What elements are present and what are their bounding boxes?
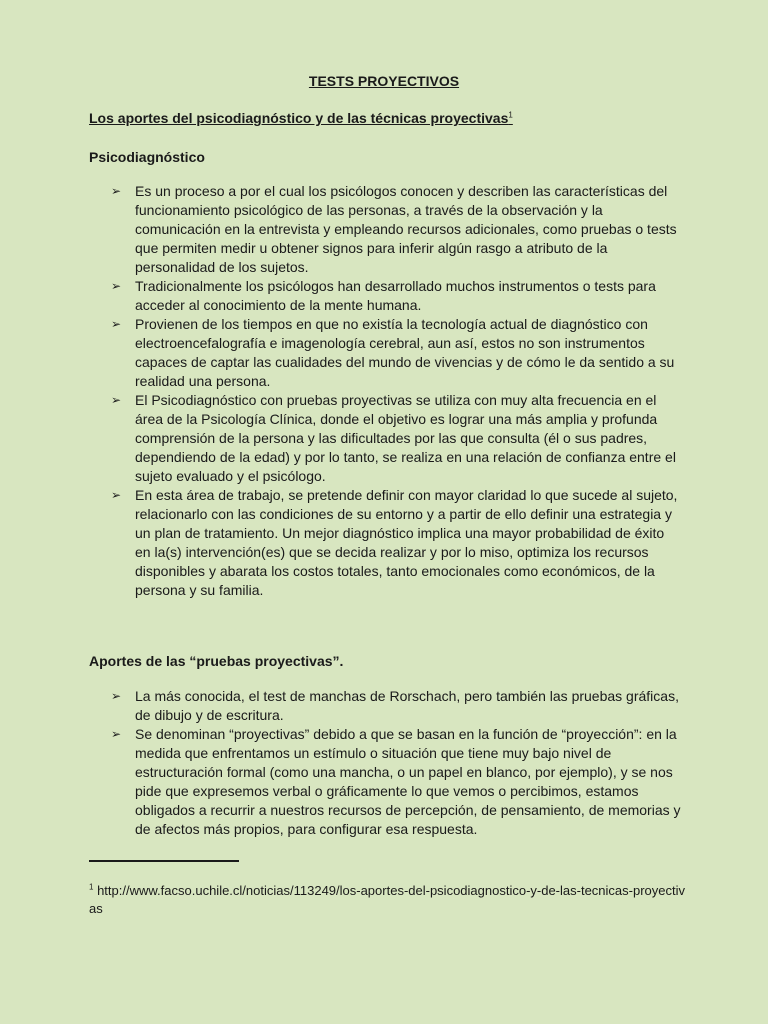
footnote-link[interactable]: http://www.facso.uchile.cl/noticias/113249/los-aportes-del-psicodiagnostico-y-de-las-tecnicas-proyectivas	[89, 883, 685, 916]
bullet-list-aportes	[111, 687, 681, 839]
intro-heading	[89, 109, 513, 128]
arrowhead-bullet-icon: ➢	[111, 488, 122, 502]
arrowhead-bullet-icon: ➢	[111, 279, 122, 293]
list-item-text: Tradicionalmente los psicólogos han desarrollado muchos instrumentos o tests para acceder al conocimiento de la mente humana.	[135, 278, 656, 313]
arrowhead-bullet-icon: ➢	[111, 689, 122, 703]
list-item	[111, 391, 681, 486]
list-item	[111, 182, 681, 277]
footnote-number: 1	[89, 882, 94, 892]
list-item-text: Se denominan “proyectivas” debido a que se basan en la función de “proyección”: en la medida que enfrentamos un estímulo o situación que tiene muy bajo nivel de estructuración formal (como una mancha, o un papel en blanco, por ejemplo), y se nos pide que expresemos verbal o gráficamente lo que vemos o percibimos, estamos obligados a recurrir a nuestros recursos de percepción, de pensamiento, de memorias y de afectos más propios, para configurar esa respuesta.	[135, 726, 681, 837]
intro-heading-text: Los aportes del psicodiagnóstico y de las técnicas proyectivas	[89, 110, 509, 126]
footnote	[89, 882, 689, 918]
document-title: TESTS PROYECTIVOS	[308, 73, 460, 89]
list-item	[111, 687, 681, 725]
footnote-separator	[89, 860, 239, 862]
arrowhead-bullet-icon: ➢	[111, 727, 122, 741]
list-item	[111, 277, 681, 315]
arrowhead-bullet-icon: ➢	[111, 317, 122, 331]
arrowhead-bullet-icon: ➢	[111, 184, 122, 198]
list-item-text: La más conocida, el test de manchas de Rorschach, pero también las pruebas gráficas, de dibujo y de escritura.	[135, 688, 679, 723]
bullet-list-psicodiagnostico	[111, 182, 681, 600]
list-item-text: En esta área de trabajo, se pretende definir con mayor claridad lo que sucede al sujeto, relacionarlo con las condiciones de su entorno y a partir de ello definir una estrategia y un plan de tratamiento. Un mejor diagnóstico implica una mayor probabilidad de éxito en la(s) intervención(es) que se decida realizar y por lo miso, optimiza los recursos disponibles y abarata los costos totales, tanto emocionales como económicos, de la persona y su familia.	[135, 487, 678, 598]
list-item	[111, 486, 681, 600]
arrowhead-bullet-icon: ➢	[111, 393, 122, 407]
list-item	[111, 315, 681, 391]
list-item	[111, 725, 681, 839]
list-item-text: Es un proceso a por el cual los psicólogos conocen y describen las características del funcionamiento psicológico de las personas, a través de la observación y la comunicación en la entrevista y empleando recursos adicionales, como pruebas o tests que permiten medir u obtener signos para inferir algún rasgo a atributo de la personalidad de los sujetos.	[135, 183, 677, 275]
section-heading-psicodiagnostico: Psicodiagnóstico	[89, 149, 205, 165]
list-item-text: El Psicodiagnóstico con pruebas proyectivas se utiliza con muy alta frecuencia en el área de la Psicología Clínica, donde el objetivo es lograr una más amplia y profunda comprensión de la persona y las dificultades por las que consulta (él o sus padres, dependiendo de la edad) y por lo tanto, se realiza en una relación de confianza entre el sujeto evaluado y el psicólogo.	[135, 392, 676, 484]
footnote-reference[interactable]: 1	[508, 110, 513, 120]
section-heading-aportes: Aportes de las “pruebas proyectivas”.	[89, 653, 344, 669]
list-item-text: Provienen de los tiempos en que no existía la tecnología actual de diagnóstico con electroencefalografía e imagenología cerebral, aun así, estos no son instrumentos capaces de captar las cualidades del mundo de vivencias y de cómo le da sentido a su realidad una persona.	[135, 316, 675, 389]
